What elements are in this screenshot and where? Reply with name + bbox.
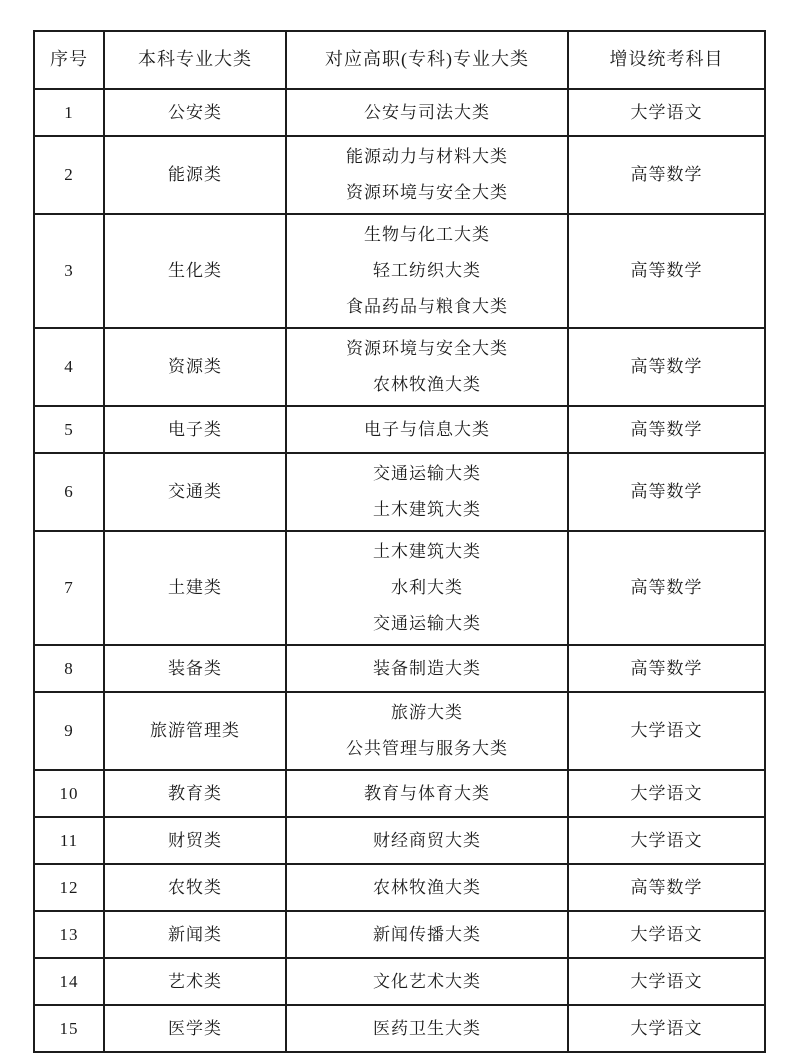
exam-subject-cell: 高等数学	[568, 136, 765, 214]
exam-subject-cell: 高等数学	[568, 864, 765, 911]
table-row	[34, 406, 765, 453]
header-serial-number: 序号	[34, 31, 104, 89]
exam-subject-cell: 大学语文	[568, 958, 765, 1005]
exam-subject-cell: 高等数学	[568, 406, 765, 453]
row-serial-number: 11	[34, 817, 104, 864]
table-row	[34, 911, 765, 958]
vocational-category-line: 财经商贸大类	[373, 830, 481, 850]
exam-subject-cell: 大学语文	[568, 817, 765, 864]
vocational-categories-cell	[286, 692, 568, 770]
undergrad-category-cell: 生化类	[104, 214, 286, 328]
table-row	[34, 692, 765, 770]
vocational-categories-cell	[286, 89, 568, 136]
row-serial-number: 8	[34, 645, 104, 692]
exam-subject-cell: 高等数学	[568, 328, 765, 406]
table-row	[34, 453, 765, 531]
row-serial-number: 14	[34, 958, 104, 1005]
exam-subject-cell: 高等数学	[568, 214, 765, 328]
undergrad-category-cell: 新闻类	[104, 911, 286, 958]
table-row	[34, 214, 765, 328]
undergrad-category-cell: 旅游管理类	[104, 692, 286, 770]
undergrad-category-cell: 医学类	[104, 1005, 286, 1052]
row-serial-number: 7	[34, 531, 104, 645]
vocational-category-line: 农林牧渔大类	[373, 375, 481, 394]
row-serial-number: 15	[34, 1005, 104, 1052]
exam-subject-cell: 高等数学	[568, 531, 765, 645]
vocational-category-line: 装备制造大类	[373, 658, 481, 678]
table-row	[34, 864, 765, 911]
exam-subject-cell: 大学语文	[568, 911, 765, 958]
vocational-categories-cell	[286, 770, 568, 817]
vocational-categories-cell	[286, 911, 568, 958]
row-serial-number: 1	[34, 89, 104, 136]
table-row	[34, 531, 765, 645]
vocational-category-line: 水利大类	[391, 578, 463, 597]
undergrad-category-cell: 装备类	[104, 645, 286, 692]
vocational-categories-cell	[286, 958, 568, 1005]
table-header	[34, 31, 765, 89]
vocational-category-line: 电子与信息大类	[364, 419, 490, 439]
table-row	[34, 817, 765, 864]
undergrad-category-cell: 公安类	[104, 89, 286, 136]
vocational-category-line: 资源环境与安全大类	[346, 339, 508, 358]
header-vocational-category: 对应高职(专科)专业大类	[286, 31, 568, 89]
table-row	[34, 89, 765, 136]
vocational-category-line: 公共管理与服务大类	[346, 739, 508, 758]
exam-subject-cell: 大学语文	[568, 692, 765, 770]
row-serial-number: 9	[34, 692, 104, 770]
undergrad-category-cell: 财贸类	[104, 817, 286, 864]
vocational-categories-cell	[286, 136, 568, 214]
vocational-category-line: 轻工纺织大类	[373, 261, 481, 280]
undergrad-category-cell: 能源类	[104, 136, 286, 214]
header-row	[34, 31, 765, 89]
vocational-categories-cell	[286, 864, 568, 911]
row-serial-number: 3	[34, 214, 104, 328]
exam-subject-cell: 高等数学	[568, 453, 765, 531]
header-undergrad-category: 本科专业大类	[104, 31, 286, 89]
table-row	[34, 136, 765, 214]
vocational-category-line: 医药卫生大类	[373, 1018, 481, 1038]
vocational-category-line: 文化艺术大类	[373, 971, 481, 991]
table-row	[34, 770, 765, 817]
row-serial-number: 12	[34, 864, 104, 911]
vocational-category-line: 土木建筑大类	[373, 500, 481, 519]
row-serial-number: 4	[34, 328, 104, 406]
exam-subject-cell: 大学语文	[568, 1005, 765, 1052]
row-serial-number: 6	[34, 453, 104, 531]
undergrad-category-cell: 教育类	[104, 770, 286, 817]
vocational-category-line: 能源动力与材料大类	[346, 147, 508, 166]
undergrad-category-cell: 电子类	[104, 406, 286, 453]
row-serial-number: 13	[34, 911, 104, 958]
vocational-categories-cell	[286, 817, 568, 864]
vocational-category-line: 交通运输大类	[373, 614, 481, 633]
vocational-category-line: 教育与体育大类	[364, 783, 490, 803]
table-row	[34, 1005, 765, 1052]
vocational-categories-cell	[286, 406, 568, 453]
vocational-category-line: 食品药品与粮食大类	[346, 297, 508, 316]
majors-table	[33, 30, 766, 1053]
undergrad-category-cell: 资源类	[104, 328, 286, 406]
table-row	[34, 328, 765, 406]
vocational-category-line: 农林牧渔大类	[373, 877, 481, 897]
vocational-categories-cell	[286, 453, 568, 531]
vocational-category-line: 旅游大类	[391, 703, 463, 722]
exam-subject-cell: 大学语文	[568, 89, 765, 136]
vocational-category-line: 资源环境与安全大类	[346, 183, 508, 202]
row-serial-number: 5	[34, 406, 104, 453]
undergrad-category-cell: 交通类	[104, 453, 286, 531]
undergrad-category-cell: 土建类	[104, 531, 286, 645]
exam-subject-cell: 高等数学	[568, 645, 765, 692]
vocational-categories-cell	[286, 645, 568, 692]
table-row	[34, 645, 765, 692]
vocational-categories-cell	[286, 214, 568, 328]
exam-subject-cell: 大学语文	[568, 770, 765, 817]
row-serial-number: 2	[34, 136, 104, 214]
row-serial-number: 10	[34, 770, 104, 817]
vocational-category-line: 公安与司法大类	[364, 102, 490, 122]
header-exam-subject: 增设统考科目	[568, 31, 765, 89]
vocational-categories-cell	[286, 1005, 568, 1052]
table-row	[34, 958, 765, 1005]
vocational-category-line: 土木建筑大类	[373, 542, 481, 561]
undergrad-category-cell: 艺术类	[104, 958, 286, 1005]
vocational-category-line: 新闻传播大类	[373, 924, 481, 944]
vocational-category-line: 交通运输大类	[373, 464, 481, 483]
vocational-categories-cell	[286, 328, 568, 406]
vocational-category-line: 生物与化工大类	[364, 225, 490, 244]
undergrad-category-cell: 农牧类	[104, 864, 286, 911]
table-body	[34, 89, 765, 1052]
vocational-categories-cell	[286, 531, 568, 645]
